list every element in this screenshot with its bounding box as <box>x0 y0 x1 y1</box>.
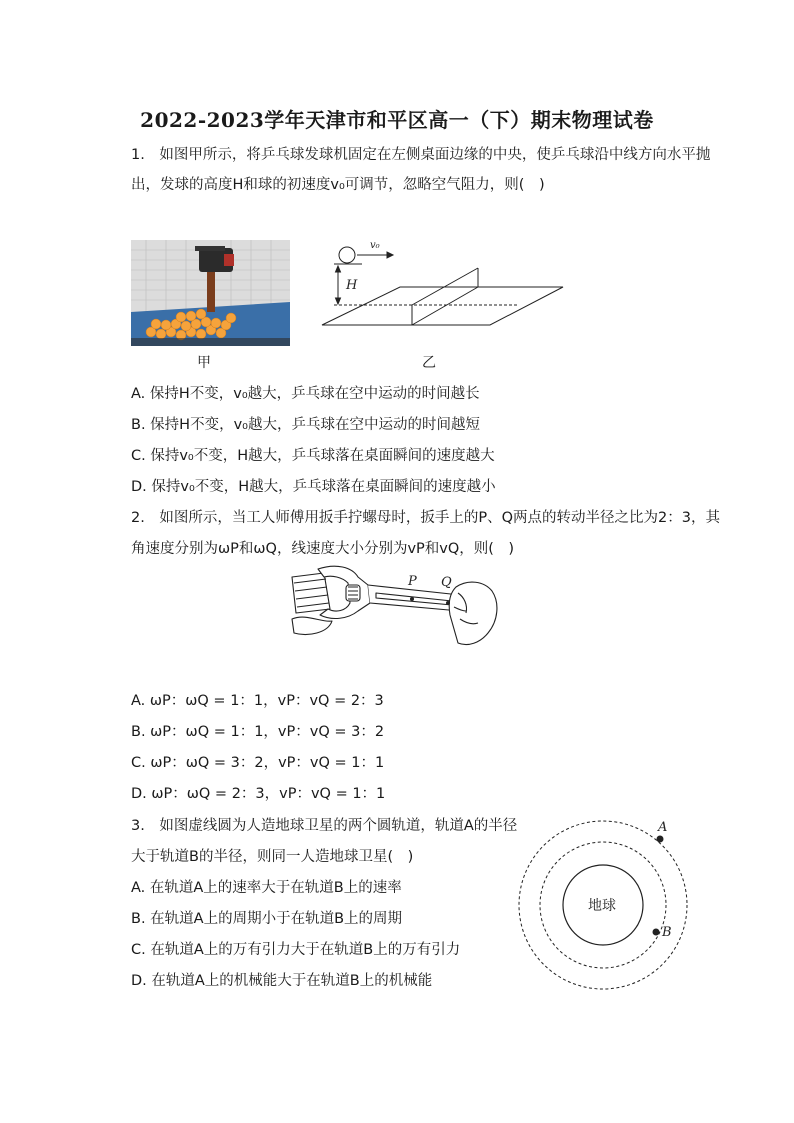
q2-option-b: B. ωP：ωQ = 1：1，vP：vQ = 3：2 <box>131 724 385 740</box>
label-A: A <box>658 820 668 835</box>
q2-option-a: A. ωP：ωQ = 1：1，vP：vQ = 2：3 <box>131 693 384 709</box>
label-earth: 地球 <box>588 898 616 914</box>
q1-option-d: D. 保持v₀不变，H越大，乒乓球落在桌面瞬间的速度越小 <box>131 479 496 495</box>
q1-option-b: B. 保持H不变，v₀越大，乒乓球在空中运动的时间越短 <box>131 417 480 433</box>
q1-diagram-table <box>318 232 568 332</box>
q3-option-b: B. 在轨道A上的周期小于在轨道B上的周期 <box>131 911 403 927</box>
q1-figure-left-caption: 甲 <box>197 355 211 371</box>
q2-option-d: D. ωP：ωQ = 2：3，vP：vQ = 1：1 <box>131 786 386 802</box>
page-title: 2022-2023学年天津市和平区高一（下）期末物理试卷 <box>140 108 654 132</box>
label-H: H <box>346 278 358 293</box>
q1-option-c: C. 保持v₀不变，H越大，乒乓球落在桌面瞬间的速度越大 <box>131 448 495 464</box>
q3-stem-line2: 大于轨道B的半径，则同一人造地球卫星( ) <box>131 849 414 865</box>
q3-option-c: C. 在轨道A上的万有引力大于在轨道B上的万有引力 <box>131 942 461 958</box>
q1-figure-right-caption: 乙 <box>422 355 436 371</box>
label-P: P <box>408 574 417 589</box>
q2-wrench-figure <box>288 563 500 653</box>
q3-option-a: A. 在轨道A上的速率大于在轨道B上的速率 <box>131 880 402 896</box>
label-B: B <box>662 925 672 940</box>
label-Q: Q <box>441 575 452 590</box>
q1-stem-line2: 出，发球的高度H和球的初速度v₀可调节，忽略空气阻力，则( ) <box>131 177 545 193</box>
q3-orbit-figure <box>512 813 692 993</box>
q2-stem-line1: 2. 如图所示，当工人师傅用扳手拧螺母时，扳手上的P、Q两点的转动半径之比为2：3，其 <box>131 510 720 526</box>
q2-option-c: C. ωP：ωQ = 3：2，vP：vQ = 1：1 <box>131 755 385 771</box>
q1-option-a: A. 保持H不变，v₀越大，乒乓球在空中运动的时间越长 <box>131 386 480 402</box>
q1-stem-line1: 1. 如图甲所示，将乒乓球发球机固定在左侧桌面边缘的中央，使乒乓球沿中线方向水平抛 <box>131 147 711 163</box>
q3-option-d: D. 在轨道A上的机械能大于在轨道B上的机械能 <box>131 973 433 989</box>
q2-stem-line2: 角速度分别为ωP和ωQ，线速度大小分别为vP和vQ，则( ) <box>131 541 515 557</box>
q3-stem-line1: 3. 如图虚线圆为人造地球卫星的两个圆轨道，轨道A的半径 <box>131 818 518 834</box>
label-v0: v₀ <box>370 240 380 251</box>
q1-photo-serving-machine <box>131 240 290 346</box>
